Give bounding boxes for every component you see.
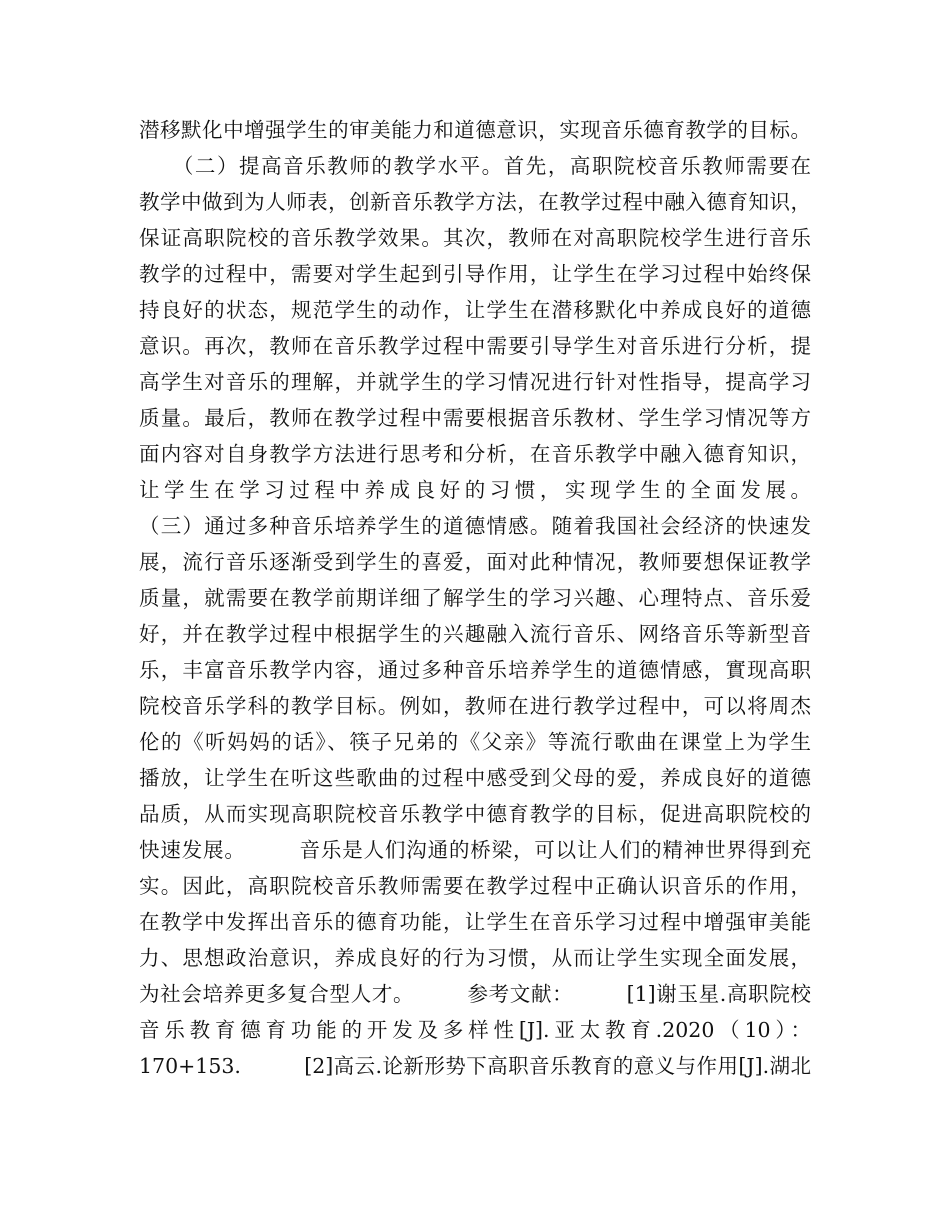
text-line: （三）通过多种音乐培养学生的道德情感。随着我国社会经济的快速发 [139,514,811,538]
text-line: （二）提高音乐教师的教学水平。首先，高职院校音乐教师需要在 [139,154,811,178]
text-line: 院校音乐学科的教学目标。例如，教师在进行教学过程中，可以将周杰 [139,694,811,718]
text-line: 面内容对自身教学方法进行思考和分析，在音乐教学中融入德育知识， [139,442,811,466]
text-line: 好，并在教学过程中根据学生的兴趣融入流行音乐、网络音乐等新型音 [139,622,811,646]
text-line: 实。因此，高职院校音乐教师需要在教学过程中正确认识音乐的作用， [139,874,811,898]
text-line: 质量。最后，教师在教学过程中需要根据音乐教材、学生学习情况等方 [139,406,811,430]
text-line: 在教学中发挥出音乐的德育功能，让学生在音乐学习过程中增强审美能 [139,910,811,934]
text-line: 品质，从而实现高职院校音乐教学中德育教学的目标，促进高职院校的 [139,802,811,826]
text-line: 潜移默化中增强学生的审美能力和道德意识，实现音乐德育教学的目标。 [139,118,811,142]
text-line: 让学生在学习过程中养成良好的习惯，实现学生的全面发展。 [139,478,811,502]
text-line: 意识。再次，教师在音乐教学过程中需要引导学生对音乐进行分析，提 [139,334,811,358]
text-line: 保证高职院校的音乐教学效果。其次，教师在对高职院校学生进行音乐 [139,226,811,250]
text-line: 音乐教育德育功能的开发及多样性[J].亚太教育.2020（10）： [139,1018,811,1042]
text-line: 教学中做到为人师表，创新音乐教学方法，在教学过程中融入德育知识， [139,190,811,214]
text-line: 快速发展。 音乐是人们沟通的桥梁，可以让人们的精神世界得到充 [139,838,811,862]
text-line: 展，流行音乐逐渐受到学生的喜爱，面对此种情况，教师要想保证教学 [139,550,811,574]
text-line: 教学的过程中，需要对学生起到引导作用，让学生在学习过程中始终保 [139,262,811,286]
text-line: 力、思想政治意识，养成良好的行为习惯，从而让学生实现全面发展， [139,946,811,970]
text-line: 播放，让学生在听这些歌曲的过程中感受到父母的爱，养成良好的道德 [139,766,811,790]
text-line: 为社会培养更多复合型人才。 参考文献： [1]谢玉星.高职院校 [139,982,811,1006]
text-line: 质量，就需要在教学前期详细了解学生的学习兴趣、心理特点、音乐爱 [139,586,811,610]
text-line: 伦的《听妈妈的话》、筷子兄弟的《父亲》等流行歌曲在课堂上为学生 [139,730,811,754]
text-line: 高学生对音乐的理解，并就学生的学习情况进行针对性指导，提高学习 [139,370,811,394]
text-line: 乐，丰富音乐教学内容，通过多种音乐培养学生的道德情感，實现高职 [139,658,811,682]
text-line: 170+153. [2]高云.论新形势下高职音乐教育的意义与作用[J].湖北 [139,1054,811,1078]
text-line: 持良好的状态，规范学生的动作，让学生在潜移默化中养成良好的道德 [139,298,811,322]
